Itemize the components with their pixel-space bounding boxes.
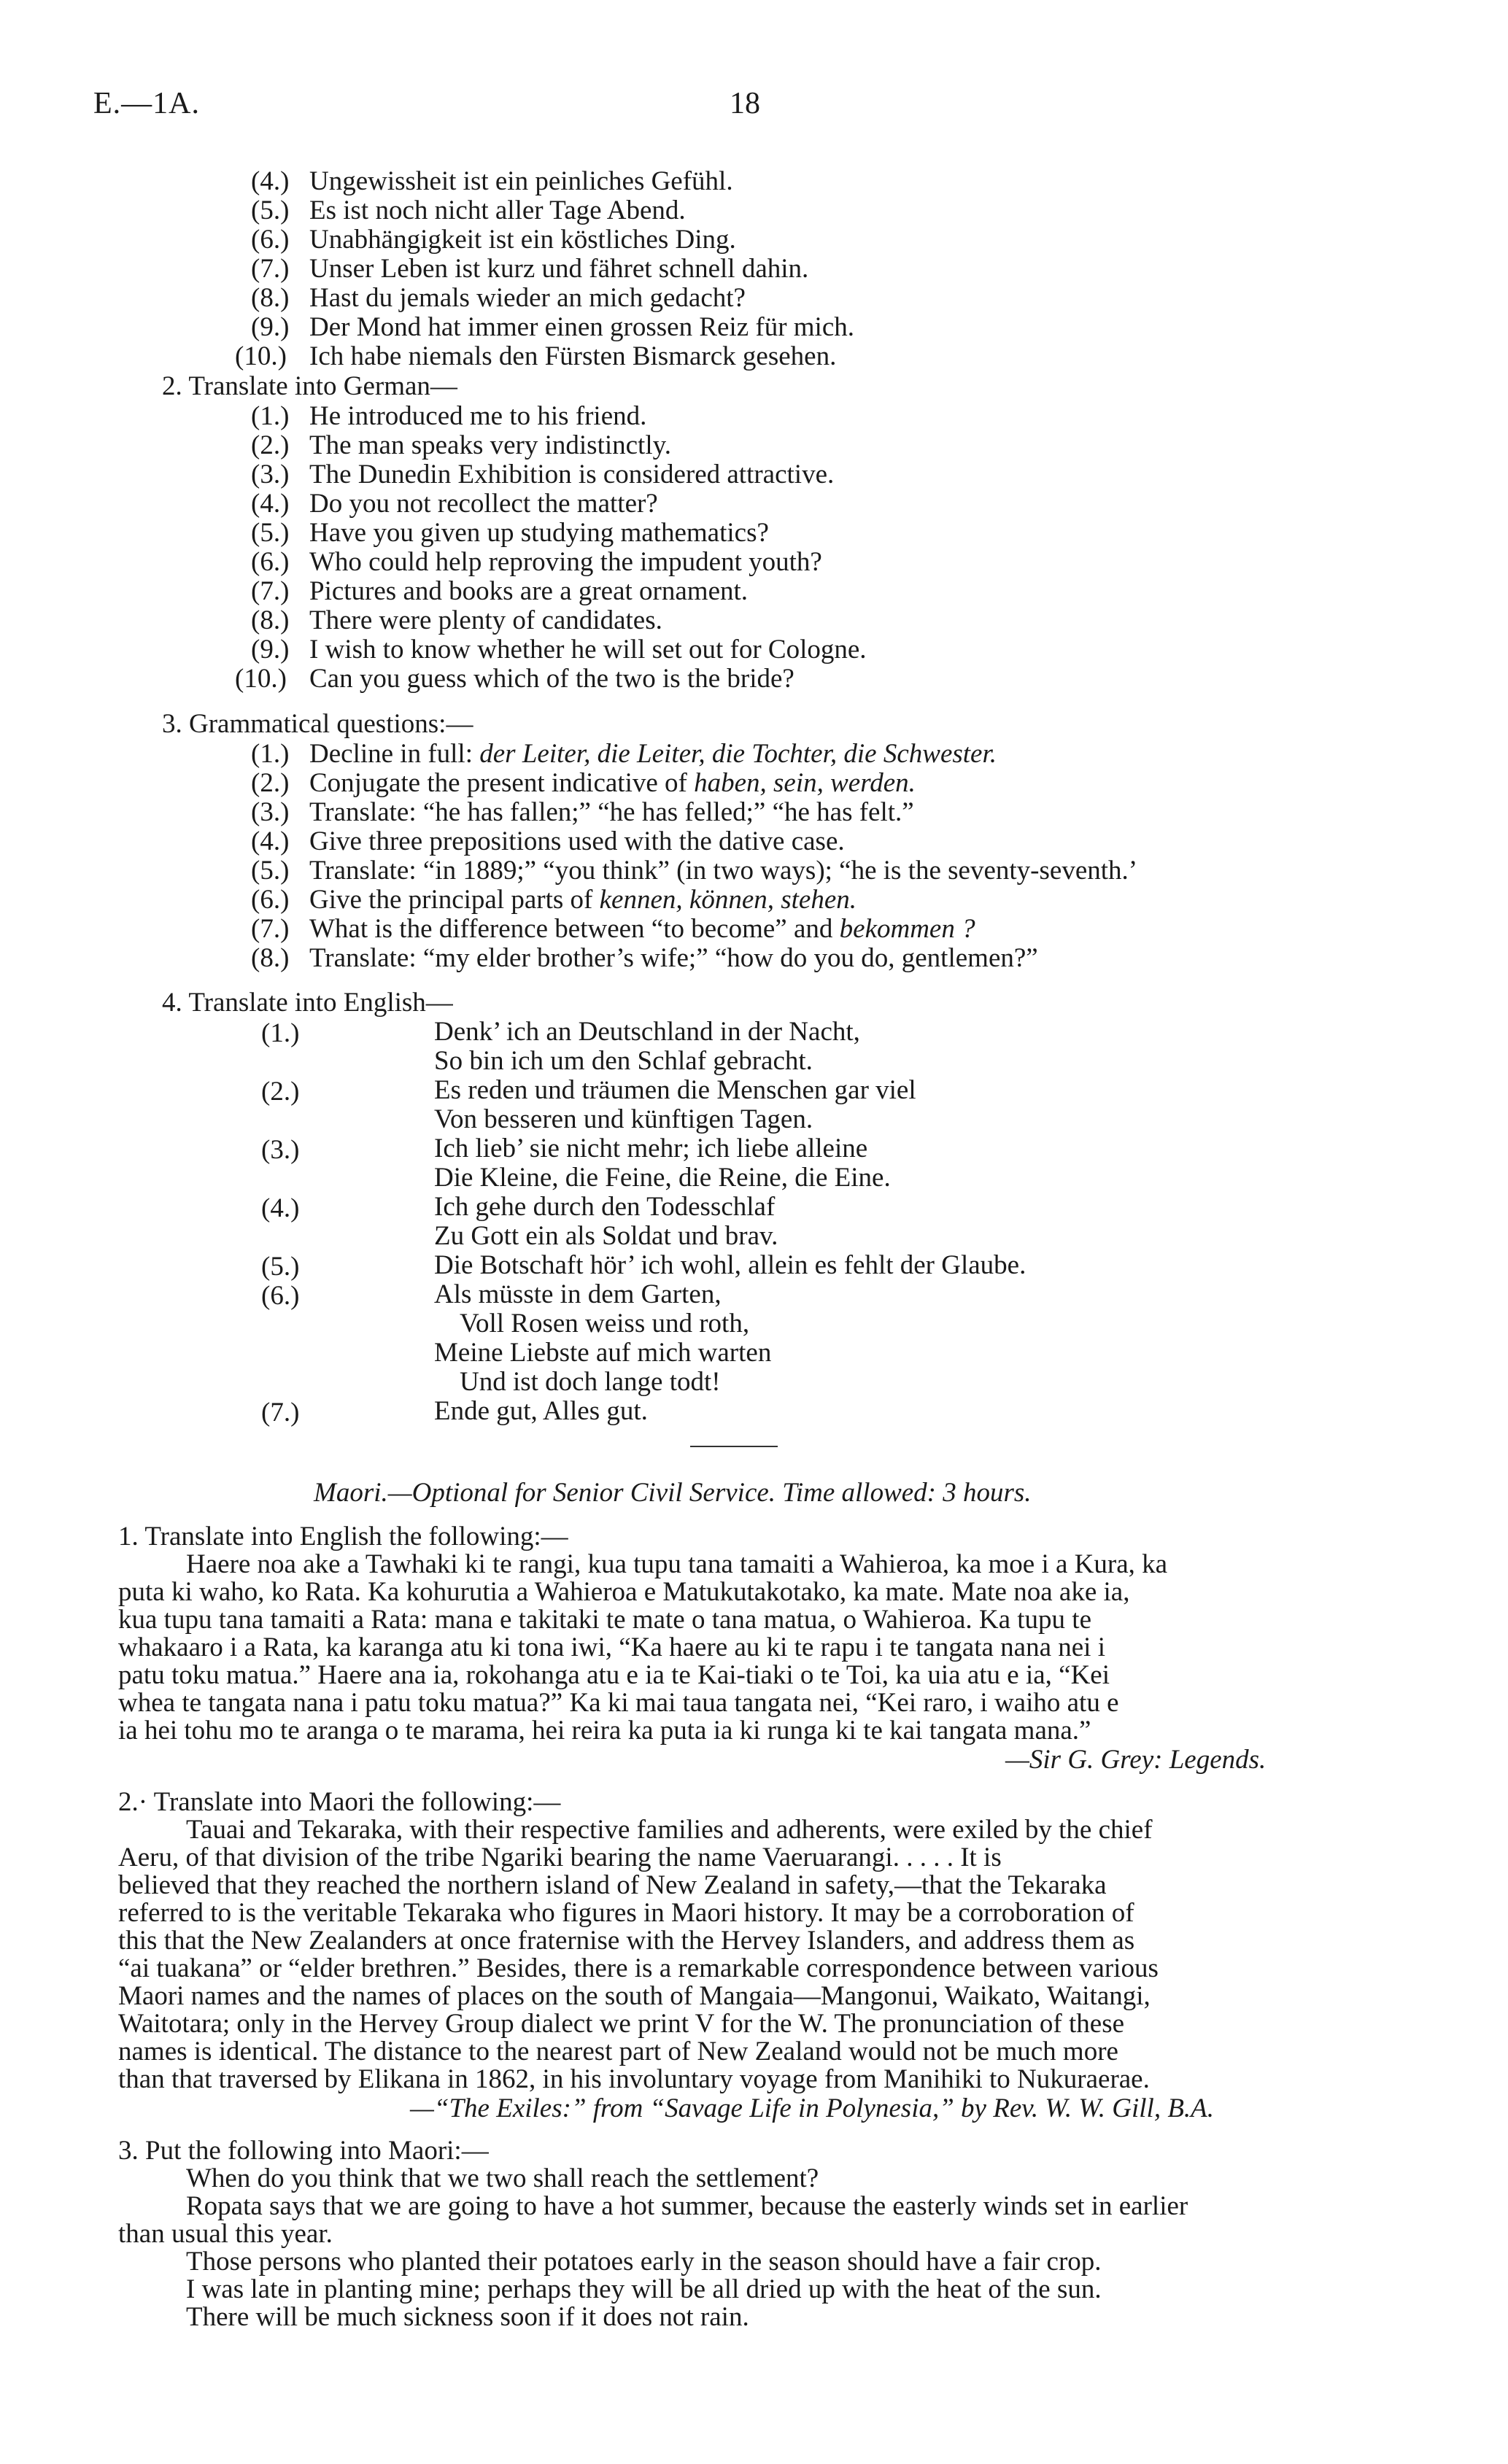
question-heading: 4. Translate into English— bbox=[162, 988, 453, 1018]
section-divider bbox=[690, 1446, 778, 1447]
paragraph-line: whakaaro i a Rata, ka karanga atu ki tona iwi, “Ka haere au ki te rapu i te tangata nana nei i bbox=[118, 1632, 1105, 1662]
item-number: (4.) bbox=[261, 1193, 300, 1223]
grammar-item: Conjugate the present indicative of haben, sein, werden. bbox=[309, 768, 916, 798]
sentence: Pictures and books are a great ornament. bbox=[309, 576, 749, 606]
sentence: Who could help reproving the impudent youth? bbox=[309, 547, 822, 577]
item-number: (6.) bbox=[251, 225, 290, 255]
section-title: Maori.—Optional for Senior Civil Service. Time allowed: 3 hours. bbox=[314, 1478, 1032, 1508]
poem-line: Meine Liebste auf mich warten bbox=[434, 1338, 772, 1368]
question-heading: 2.· Translate into Maori the following:— bbox=[118, 1787, 561, 1817]
sentence: I wish to know whether he will set out for Cologne. bbox=[309, 635, 867, 665]
poem-line: Die Kleine, die Feine, die Reine, die Eine. bbox=[434, 1163, 891, 1193]
sentence: The Dunedin Exhibition is considered attractive. bbox=[309, 460, 835, 489]
sentence: There were plenty of candidates. bbox=[309, 605, 662, 635]
poem-line: Ende gut, Alles gut. bbox=[434, 1396, 648, 1426]
item-number: (6.) bbox=[251, 885, 290, 915]
sentence: Ich habe niemals den Fürsten Bismarck gesehen. bbox=[309, 341, 837, 371]
grammar-item: Give the principal parts of kennen, können, stehen. bbox=[309, 885, 857, 915]
question-heading: 3. Grammatical questions:— bbox=[162, 709, 473, 739]
question-heading: 3. Put the following into Maori:— bbox=[118, 2136, 489, 2166]
item-number: (4.) bbox=[251, 489, 290, 519]
poem-line: Von besseren und künftigen Tagen. bbox=[434, 1104, 813, 1134]
poem-line: Denk’ ich an Deutschland in der Nacht, bbox=[434, 1017, 860, 1047]
sentence: Unabhängigkeit ist ein köstliches Ding. bbox=[309, 225, 736, 255]
poem-line: Und ist doch lange todt! bbox=[460, 1367, 721, 1397]
item-number: (2.) bbox=[251, 768, 290, 798]
paragraph-line: Those persons who planted their potatoes early in the season should have a fair crop. bbox=[186, 2247, 1102, 2277]
sentence: Ungewissheit ist ein peinliches Gefühl. bbox=[309, 166, 733, 196]
page-number: 18 bbox=[730, 87, 760, 120]
paragraph-line: Ropata says that we are going to have a hot summer, because the easterly winds set in earlier bbox=[186, 2191, 1188, 2221]
paragraph-line: whea te tangata nana i patu toku matua?” Ka ki mai taua tangata nei, “Kei raro, i waiho atu e bbox=[118, 1688, 1119, 1718]
item-number: (9.) bbox=[251, 635, 290, 665]
poem-line: Als müsste in dem Garten, bbox=[434, 1279, 722, 1309]
item-number: (1.) bbox=[251, 401, 290, 431]
paragraph-line: When do you think that we two shall reach the settlement? bbox=[186, 2163, 819, 2193]
paragraph-line: referred to is the veritable Tekaraka who figures in Maori history. It may be a corroboration of bbox=[118, 1898, 1134, 1928]
item-number: (3.) bbox=[251, 460, 290, 489]
document-code: E.—1A. bbox=[93, 87, 200, 120]
sentence: The man speaks very indistinctly. bbox=[309, 430, 671, 460]
item-number: (7.) bbox=[251, 254, 290, 284]
item-number: (10.) bbox=[235, 664, 287, 694]
source-citation: —“The Exiles:” from “Savage Life in Polynesia,” by Rev. W. W. Gill, B.A. bbox=[410, 2093, 1215, 2123]
item-number: (4.) bbox=[251, 166, 290, 196]
item-number: (5.) bbox=[261, 1252, 300, 1282]
item-number: (9.) bbox=[251, 312, 290, 342]
grammar-item: Translate: “he has fallen;” “he has felled;” “he has felt.” bbox=[309, 797, 914, 827]
paragraph-line: than that traversed by Elikana in 1862, in his involuntary voyage from Manihiki to Nukuraerae. bbox=[118, 2064, 1150, 2094]
item-number: (8.) bbox=[251, 605, 290, 635]
item-number: (6.) bbox=[261, 1281, 300, 1311]
item-number: (7.) bbox=[261, 1398, 300, 1427]
paragraph-line: ia hei tohu mo te aranga o te marama, hei reira ka puta ia ki runga ki te kai tangata mana.” bbox=[118, 1716, 1091, 1746]
item-number: (2.) bbox=[251, 430, 290, 460]
item-number: (3.) bbox=[251, 797, 290, 827]
item-number: (1.) bbox=[251, 739, 290, 769]
paragraph-line: There will be much sickness soon if it does not rain. bbox=[186, 2302, 749, 2332]
grammar-item: Translate: “my elder brother’s wife;” “how do you do, gentlemen?” bbox=[309, 943, 1038, 973]
item-number: (4.) bbox=[251, 826, 290, 856]
paragraph-line: Maori names and the names of places on the south of Mangaia—Mangonui, Waikato, Waitangi, bbox=[118, 1981, 1151, 2011]
paragraph-line: puta ki waho, ko Rata. Ka kohurutia a Wahieroa e Matukutakotako, ka mate. Mate noa ake ia, bbox=[118, 1577, 1130, 1607]
sentence: Can you guess which of the two is the bride? bbox=[309, 664, 794, 694]
item-number: (2.) bbox=[261, 1077, 300, 1107]
poem-line: So bin ich um den Schlaf gebracht. bbox=[434, 1046, 813, 1076]
item-number: (5.) bbox=[251, 856, 290, 886]
source-citation: —Sir G. Grey: Legends. bbox=[1005, 1745, 1267, 1775]
sentence: Have you given up studying mathematics? bbox=[309, 518, 769, 548]
sentence: Der Mond hat immer einen grossen Reiz für mich. bbox=[309, 312, 854, 342]
paragraph-line: believed that they reached the northern island of New Zealand in safety,—that the Tekaraka bbox=[118, 1870, 1107, 1900]
sentence: Es ist noch nicht aller Tage Abend. bbox=[309, 195, 686, 225]
poem-line: Voll Rosen weiss und roth, bbox=[460, 1309, 750, 1338]
item-number: (8.) bbox=[251, 943, 290, 973]
poem-line: Ich gehe durch den Todesschlaf bbox=[434, 1192, 776, 1222]
item-number: (5.) bbox=[251, 195, 290, 225]
paragraph-line: Aeru, of that division of the tribe Ngariki bearing the name Vaeruarangi. . . . . It is bbox=[118, 1843, 1002, 1872]
question-heading: 2. Translate into German— bbox=[162, 371, 457, 401]
sentence: Unser Leben ist kurz und fähret schnell dahin. bbox=[309, 254, 809, 284]
paragraph-line: names is identical. The distance to the nearest part of New Zealand would not be much more bbox=[118, 2037, 1118, 2066]
poem-line: Die Botschaft hör’ ich wohl, allein es fehlt der Glaube. bbox=[434, 1250, 1026, 1280]
item-number: (3.) bbox=[261, 1135, 300, 1165]
grammar-item: Decline in full: der Leiter, die Leiter, die Tochter, die Schwester. bbox=[309, 739, 997, 769]
paragraph-line: “ai tuakana” or “elder brethren.” Besides, there is a remarkable correspondence between various bbox=[118, 1953, 1159, 1983]
grammar-item: What is the difference between “to become” and bekommen ? bbox=[309, 914, 975, 944]
paragraph-line: Waitotara; only in the Hervey Group dialect we print V for the W. The pronunciation of these bbox=[118, 2009, 1125, 2039]
grammar-item: Translate: “in 1889;” “you think” (in two ways); “he is the seventy-seventh.’ bbox=[309, 856, 1138, 886]
question-heading: 1. Translate into English the following:— bbox=[118, 1522, 568, 1551]
paragraph-line: I was late in planting mine; perhaps they will be all dried up with the heat of the sun. bbox=[186, 2274, 1102, 2304]
paragraph-line: patu toku matua.” Haere ana ia, rokohanga atu e ia te Kai-tiaki o te Toi, ka uia atu e ia, “Kei bbox=[118, 1660, 1110, 1690]
item-number: (7.) bbox=[251, 914, 290, 944]
item-number: (5.) bbox=[251, 518, 290, 548]
paragraph-line: this that the New Zealanders at once fraternise with the Hervey Islanders, and address them as bbox=[118, 1926, 1135, 1956]
sentence: He introduced me to his friend. bbox=[309, 401, 647, 431]
paragraph-line: Haere noa ake a Tawhaki ki te rangi, kua tupu tana tamaiti a Wahieroa, ka moe i a Kura, ka bbox=[186, 1549, 1168, 1579]
item-number: (6.) bbox=[251, 547, 290, 577]
item-number: (1.) bbox=[261, 1018, 300, 1048]
sentence: Do you not recollect the matter? bbox=[309, 489, 658, 519]
item-number: (8.) bbox=[251, 283, 290, 313]
paragraph-line: Tauai and Tekaraka, with their respective families and adherents, were exiled by the chief bbox=[186, 1815, 1153, 1845]
poem-line: Es reden und träumen die Menschen gar viel bbox=[434, 1075, 916, 1105]
grammar-item: Give three prepositions used with the dative case. bbox=[309, 826, 845, 856]
poem-line: Zu Gott ein als Soldat und brav. bbox=[434, 1221, 778, 1251]
item-number: (10.) bbox=[235, 341, 287, 371]
paragraph-line: kua tupu tana tamaiti a Rata: mana e takitaki te mate o tana matua, o Wahieroa. Ka tupu te bbox=[118, 1605, 1092, 1635]
poem-line: Ich lieb’ sie nicht mehr; ich liebe alleine bbox=[434, 1134, 868, 1163]
paragraph-line: than usual this year. bbox=[118, 2219, 333, 2249]
item-number: (7.) bbox=[251, 576, 290, 606]
sentence: Hast du jemals wieder an mich gedacht? bbox=[309, 283, 746, 313]
